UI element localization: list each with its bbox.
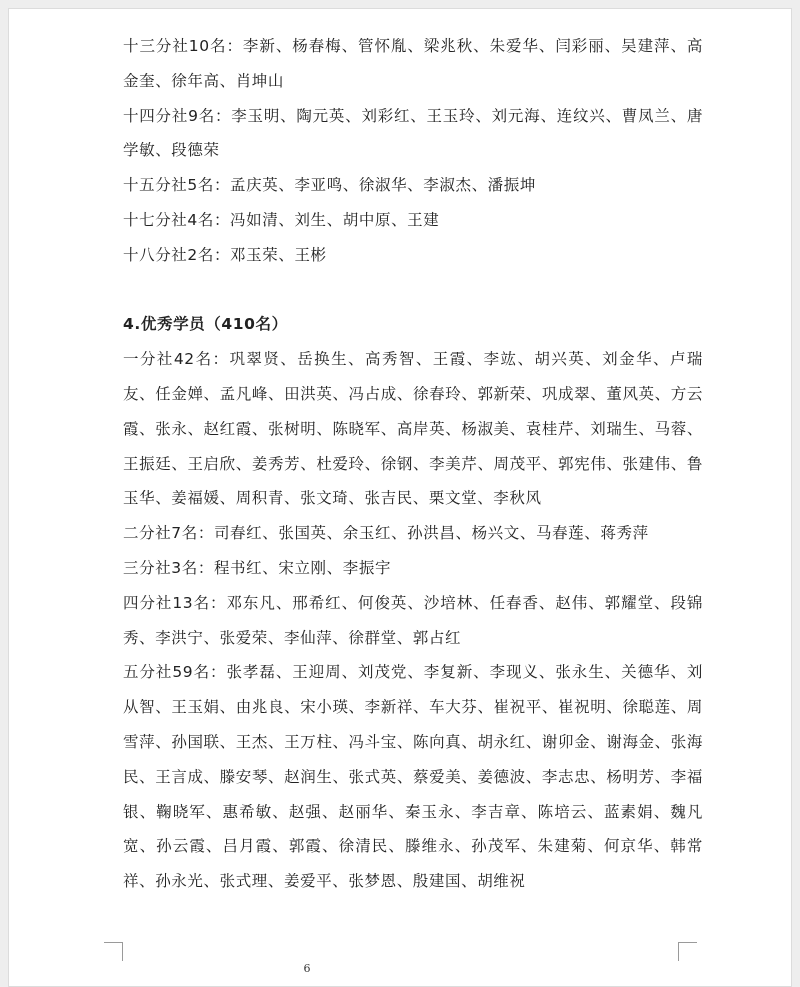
page-number: 6 [303, 962, 311, 975]
blank-line [123, 273, 703, 308]
paragraph-branch-3: 三分社3名：程书红、宋立刚、李振宇 [123, 558, 392, 577]
paragraph-branch-1: 一分社42名：巩翠贤、岳换生、高秀智、王霞、李竑、胡兴英、刘金华、卢瑞友、任金婵、孟凡峰、田洪英、冯占成、徐春玲、郭新荣、巩成翠、董风英、方云霞、张永、赵红霞、张树明、陈晓军、高岸英、杨淑美、袁桂芹、刘瑞生、马蓉、王振廷、王启欣、姜秀芳、杜爱玲、徐钢、李美芹、周茂平、郭宪伟、张建伟、鲁玉华、姜福媛、周积青、张文琦、张吉民、栗文堂、李秋风 [123, 350, 703, 508]
page-content [123, 29, 703, 899]
paragraph-branch-2: 二分社7名：司春红、张国英、余玉红、孙洪昌、杨兴文、马春莲、蒋秀萍 [123, 524, 649, 543]
paragraph-branch-15: 十五分社5名：孟庆英、李亚鸣、徐淑华、李淑杰、潘振坤 [123, 176, 536, 195]
paragraph-branch-17: 十七分社4名：冯如清、刘生、胡中原、王建 [123, 210, 440, 229]
crop-mark-right [678, 942, 697, 961]
paragraph-branch-18: 十八分社2名：邓玉荣、王彬 [123, 245, 327, 264]
document-page [8, 8, 792, 987]
paragraph-branch-13: 十三分社10名：李新、杨春梅、管怀胤、梁兆秋、朱爱华、闫彩丽、吴建萍、高金奎、徐年高、肖坤山 [123, 37, 703, 90]
paragraph-branch-4: 四分社13名：邓东凡、邢希红、何俊英、沙培林、任春香、赵伟、郭耀堂、段锦秀、李洪宁、张爱荣、李仙萍、徐群堂、郭占红 [123, 593, 703, 647]
section-heading: 4.优秀学员（410名） [123, 315, 288, 334]
paragraph-branch-14: 十四分社9名：李玉明、陶元英、刘彩红、王玉玲、刘元海、连纹兴、曹凤兰、唐学敏、段德荣 [123, 106, 703, 160]
paragraph-branch-5: 五分社59名：张孝磊、王迎周、刘茂党、李复新、李现义、张永生、关德华、刘从智、王玉娟、由兆良、宋小瑛、李新祥、车大芬、崔祝平、崔祝明、徐聪莲、周雪萍、孙国联、王杰、王万柱、冯斗宝、陈向真、胡永红、谢卯金、谢海金、张海民、王言成、滕安琴、赵润生、张式英、蔡爱美、姜德波、李志忠、杨明芳、李福银、鞠晓军、惠希敏、赵强、赵丽华、秦玉永、李吉章、陈培云、蓝素娟、魏凡宽、孙云霞、吕月霞、郭霞、徐清民、滕维永、孙茂军、朱建菊、何京华、韩常祥、孙永光、张式理、姜爱平、张梦恩、殷建国、胡维祝 [123, 663, 703, 891]
crop-mark-left [104, 942, 123, 961]
